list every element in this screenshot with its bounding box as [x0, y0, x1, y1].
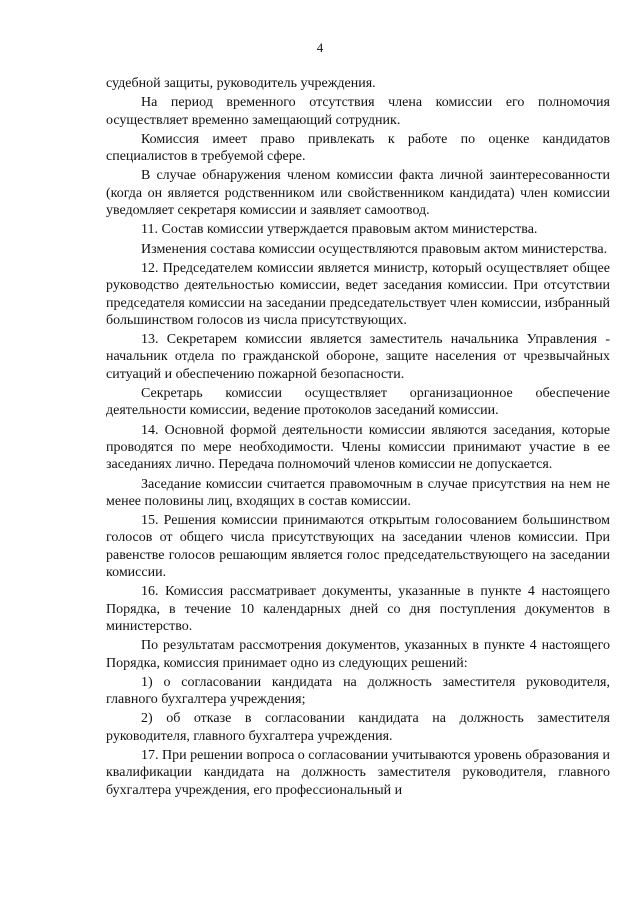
- paragraph: По результатам рассмотрения документов, указанных в пункте 4 настоящего Порядка, комиссия принимает одно из следующих решений:: [106, 638, 610, 671]
- paragraph: 1) о согласовании кандидата на должность заместителя руководителя, главного бухгалтера учреждения;: [106, 674, 610, 708]
- paragraph: 2) об отказе в согласовании кандидата на должность заместителя руководителя, главного бухгалтера учреждения.: [106, 711, 610, 744]
- paragraph: На период временного отсутствия члена комиссии его полномочия осуществляет временно замещающий сотрудник.: [106, 95, 610, 128]
- paragraph: Изменения состава комиссии осуществляются правовым актом министерства.: [141, 241, 608, 257]
- page-number: 4: [316, 40, 324, 55]
- paragraph: 16. Комиссия рассматривает документы, указанные в пункте 4 настоящего Порядка, в течение 10 календарных дней со дня поступления документов в министерство.: [106, 584, 610, 634]
- paragraph: Заседание комиссии считается правомочным в случае присутствия на нем не менее половины лиц, входящих в состав комиссии.: [106, 476, 610, 509]
- document-body: [106, 75, 610, 801]
- paragraph: В случае обнаружения членом комиссии факта личной заинтересованности (когда он является родственником или свойственником кандидата) член комиссии уведомляет секретаря комиссии и заявляет самоотвод.: [106, 168, 610, 219]
- paragraph: 12. Председателем комиссии является министр, который осуществляет общее руководство деятельностью комиссии, ведет заседания комиссии. При отсутствии председателя комиссии на заседании председательствует член комиссии, избранный большинством голосов из числа присутствующих.: [106, 260, 610, 328]
- paragraph: судебной защиты, руководитель учреждения.: [106, 76, 376, 91]
- paragraph: 15. Решения комиссии принимаются открытым голосованием большинством голосов от общего числа присутствующих на заседании членов комиссии. При равенстве голосов решающим является голос председательствующего на заседании комиссии.: [106, 513, 610, 581]
- paragraph: Комиссия имеет право привлекать к работе по оценке кандидатов специалистов в требуемой сфере.: [106, 131, 610, 165]
- paragraph: Секретарь комиссии осуществляет организационное обеспечение деятельности комиссии, ведение протоколов заседаний комиссии.: [106, 386, 610, 419]
- paragraph: 17. При решении вопроса о согласовании учитываются уровень образования и квалификации кандидата на должность заместителя руководителя, главного бухгалтера учреждения, его профессиональный и: [106, 747, 610, 798]
- paragraph: 14. Основной формой деятельности комиссии являются заседания, которые проводятся по мере необходимости. Члены комиссии принимают участие в ее заседаниях лично. Передача полномочий членов комиссии не допускается.: [106, 422, 610, 473]
- paragraph: 11. Состав комиссии утверждается правовым актом министерства.: [141, 222, 538, 238]
- paragraph: 13. Секретарем комиссии является заместитель начальника Управления - начальник отдела по гражданской обороне, защите населения от чрезвычайных ситуаций и обеспечению пожарной безопасности.: [106, 332, 610, 382]
